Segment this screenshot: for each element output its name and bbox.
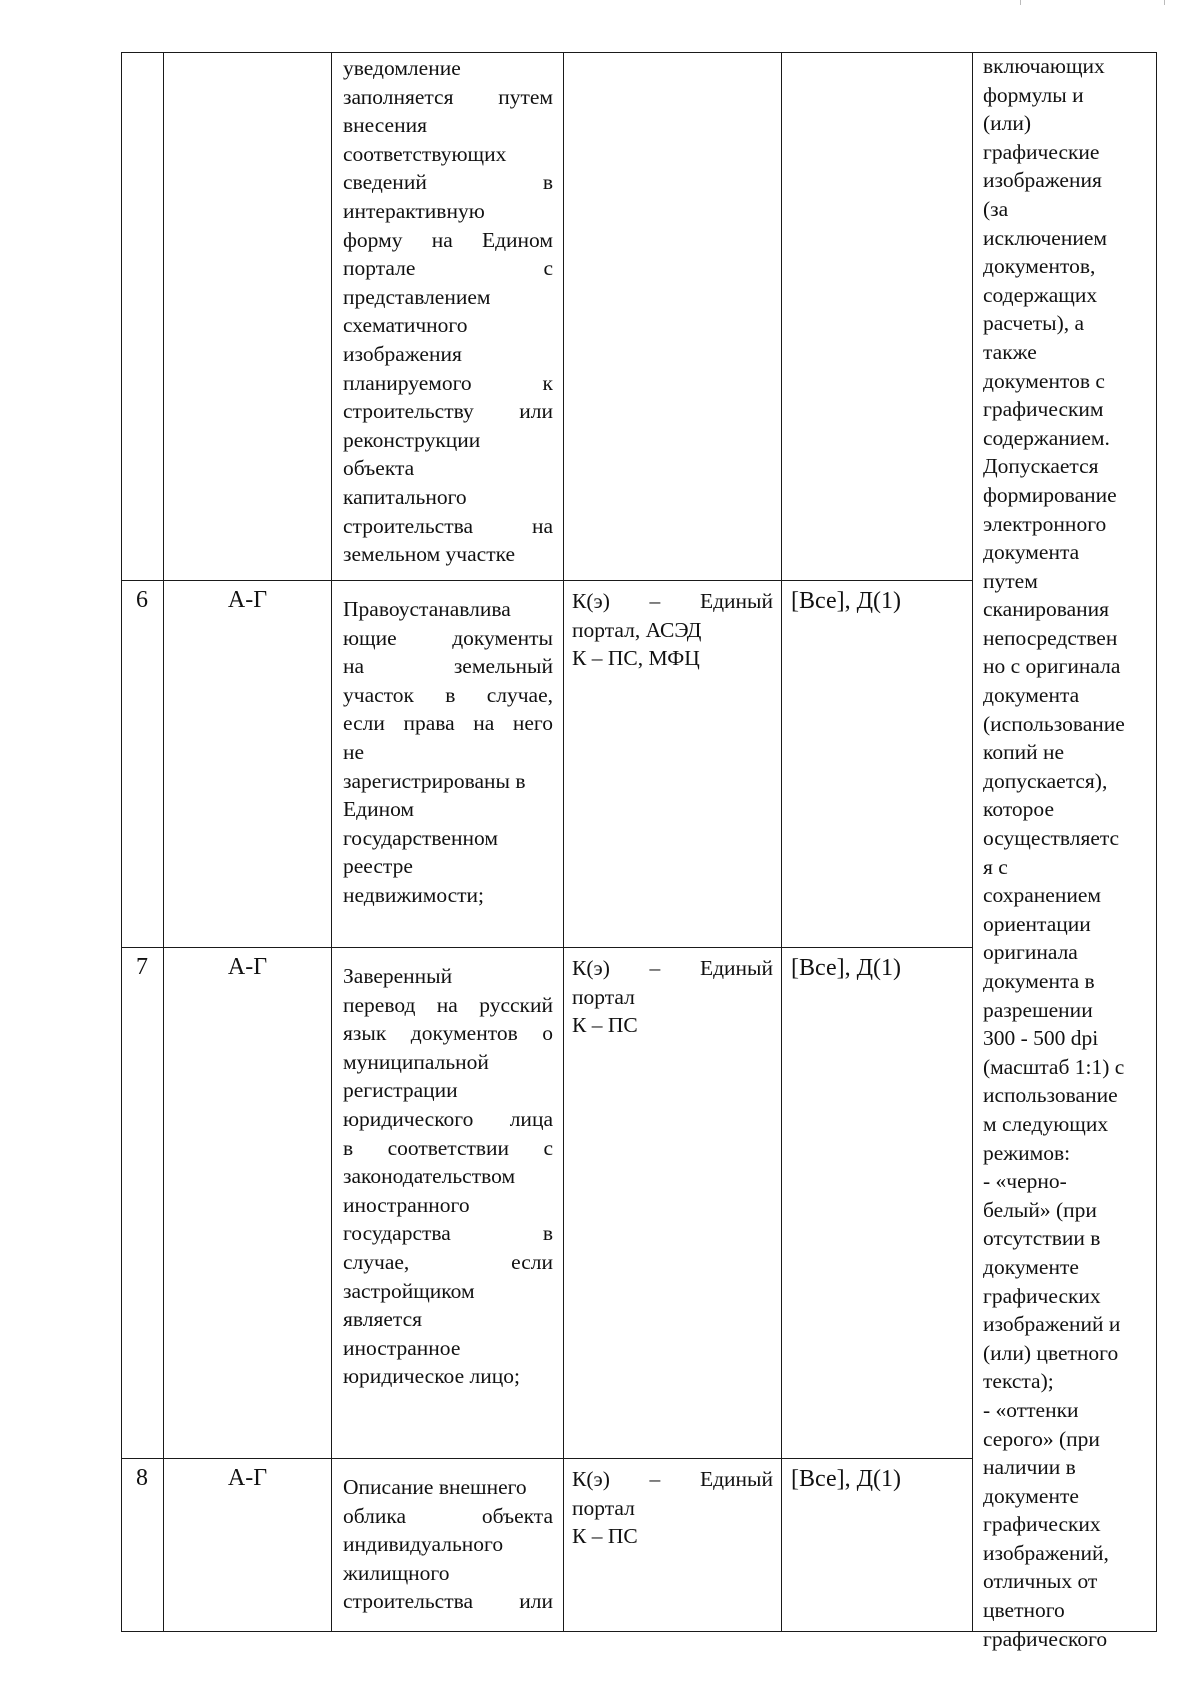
requirements-line: документа в bbox=[983, 969, 1095, 993]
row-applicability: [Все], Д(1) bbox=[791, 955, 901, 981]
requirements-line: допускается), bbox=[983, 768, 1108, 793]
requirements-line: белый» (при bbox=[983, 1197, 1097, 1222]
requirements-line: которое bbox=[983, 797, 1054, 822]
requirements-line: - «оттенки bbox=[983, 1397, 1079, 1422]
col-line-5 bbox=[972, 52, 973, 1632]
requirements-line: сохранением bbox=[983, 883, 1102, 908]
requirements-line: документе bbox=[983, 1254, 1079, 1279]
text-line: застройщиком bbox=[343, 1278, 475, 1303]
text-line: Едином bbox=[343, 797, 415, 822]
requirements-line: отсутствии в bbox=[983, 1226, 1101, 1251]
col-line-1 bbox=[163, 52, 164, 1632]
text-line: государства в bbox=[343, 1221, 553, 1246]
requirements-line: серого» (при bbox=[983, 1426, 1100, 1451]
requirements-line: формирование bbox=[983, 482, 1117, 507]
text-line: ющие документы bbox=[343, 625, 553, 650]
requirements-line: изображения bbox=[983, 168, 1102, 193]
row-number: 7 bbox=[136, 954, 148, 980]
requirements-line: электронного bbox=[983, 511, 1107, 536]
text-line: соответствующих bbox=[343, 141, 507, 166]
row-description bbox=[343, 1473, 553, 1616]
requirements-line: использование bbox=[983, 1083, 1118, 1108]
text-line: Заверенный bbox=[343, 964, 453, 988]
requirements-line: исключением bbox=[983, 225, 1107, 250]
requirements-line: м следующих bbox=[983, 1111, 1109, 1136]
requirements-line: (или) цветного bbox=[983, 1340, 1119, 1365]
row-category: А-Г bbox=[227, 587, 268, 613]
text-line: представлением bbox=[343, 284, 491, 309]
text-line: не bbox=[343, 739, 365, 764]
requirements-column bbox=[983, 52, 1155, 1653]
requirements-line: Допускается bbox=[983, 454, 1099, 479]
text-line: схематичного bbox=[343, 313, 468, 338]
text-line: К – ПС, МФЦ bbox=[572, 646, 700, 671]
page-corner-marks bbox=[1000, 0, 1200, 6]
text-line: законодательством bbox=[343, 1164, 516, 1189]
row-channels bbox=[572, 587, 773, 673]
requirements-line: документе bbox=[983, 1483, 1079, 1508]
text-line: облика объекта bbox=[343, 1503, 553, 1528]
text-line: государственном bbox=[343, 825, 498, 850]
text-line: Описание внешнего bbox=[343, 1475, 527, 1499]
requirements-line: непосредствен bbox=[983, 625, 1118, 650]
text-line: перевод на русский bbox=[343, 992, 553, 1017]
text-line: изображения bbox=[343, 341, 462, 366]
requirements-line: также bbox=[983, 339, 1037, 364]
requirements-line: расчеты), а bbox=[983, 311, 1085, 336]
requirements-line: графических bbox=[983, 1283, 1101, 1308]
text-line: муниципальной bbox=[343, 1049, 489, 1074]
col-line-3 bbox=[563, 52, 564, 1632]
requirements-line: графическим bbox=[983, 397, 1104, 422]
text-line: жилищного bbox=[343, 1560, 450, 1585]
requirements-line: оригинала bbox=[983, 940, 1078, 965]
text-line: К(э) – Единый bbox=[572, 956, 773, 980]
text-line: язык документов о bbox=[343, 1021, 553, 1046]
text-line: портал bbox=[572, 984, 635, 1009]
text-line: Правоустанавлива bbox=[343, 597, 511, 621]
text-line: иностранное bbox=[343, 1335, 461, 1360]
text-line: в соответствии с bbox=[343, 1135, 553, 1160]
text-line: юридическое лицо; bbox=[343, 1364, 520, 1389]
text-line: земельном участке bbox=[343, 542, 516, 567]
text-line: уведомление bbox=[343, 56, 461, 80]
text-line: регистрации bbox=[343, 1078, 458, 1103]
requirements-line: сканирования bbox=[983, 597, 1110, 622]
text-line: строительства или bbox=[343, 1589, 553, 1614]
col-line-0 bbox=[121, 52, 122, 1632]
row-cont-description bbox=[343, 54, 553, 569]
requirements-line: изображений, bbox=[983, 1540, 1109, 1565]
col-line-6 bbox=[1156, 52, 1157, 1632]
row-applicability: [Все], Д(1) bbox=[791, 1466, 901, 1492]
requirements-line: разрешении bbox=[983, 997, 1093, 1022]
requirements-line: осуществляетс bbox=[983, 826, 1120, 851]
text-line: строительства на bbox=[343, 513, 553, 538]
text-line: К – ПС bbox=[572, 1524, 638, 1549]
requirements-line: я с bbox=[983, 854, 1008, 879]
row-number: 6 bbox=[136, 587, 148, 613]
requirements-line: (масштаб 1:1) с bbox=[983, 1054, 1125, 1079]
requirements-line: (или) bbox=[983, 111, 1032, 136]
requirements-line: документов с bbox=[983, 368, 1105, 393]
requirements-line: цветного bbox=[983, 1598, 1065, 1623]
text-line: портал, АСЭД bbox=[572, 617, 702, 642]
row-description bbox=[343, 595, 553, 910]
requirements-line: путем bbox=[983, 568, 1038, 593]
text-line: объекта bbox=[343, 456, 415, 481]
requirements-line: 300 - 500 dpi bbox=[983, 1026, 1099, 1051]
row-category: А-Г bbox=[227, 1465, 268, 1491]
requirements-line: документов, bbox=[983, 254, 1096, 279]
text-line: зарегистрированы в bbox=[343, 768, 526, 793]
text-line: реестре bbox=[343, 854, 413, 879]
text-line: юридического лица bbox=[343, 1106, 553, 1131]
row-category: А-Г bbox=[227, 954, 268, 980]
requirements-line: документа bbox=[983, 683, 1080, 708]
requirements-line: (за bbox=[983, 196, 1009, 221]
text-line: капитального bbox=[343, 484, 467, 509]
requirements-line: - «черно- bbox=[983, 1169, 1067, 1194]
requirements-line: графических bbox=[983, 1512, 1101, 1537]
requirements-line: содержанием. bbox=[983, 425, 1110, 450]
text-line: сведений в bbox=[343, 170, 553, 195]
text-line: недвижимости; bbox=[343, 882, 485, 907]
text-line: реконструкции bbox=[343, 427, 481, 452]
requirements-line: копий не bbox=[983, 740, 1065, 765]
requirements-line: но с оригинала bbox=[983, 654, 1121, 679]
text-line: К – ПС bbox=[572, 1013, 638, 1038]
requirements-line: документа bbox=[983, 540, 1080, 565]
text-line: индивидуального bbox=[343, 1532, 504, 1557]
text-line: интерактивную bbox=[343, 198, 485, 223]
documents-table bbox=[121, 52, 1157, 1651]
row-divider-8 bbox=[121, 1458, 973, 1459]
text-line: строительству или bbox=[343, 399, 553, 424]
text-line: портале с bbox=[343, 256, 553, 281]
requirements-line: содержащих bbox=[983, 282, 1098, 307]
requirements-line: (использование bbox=[983, 711, 1125, 736]
row-description bbox=[343, 962, 553, 1391]
col-line-4 bbox=[781, 52, 782, 1632]
text-line: К(э) – Единый bbox=[572, 589, 773, 613]
text-line: К(э) – Единый bbox=[572, 1467, 773, 1491]
text-line: если права на него bbox=[343, 711, 553, 736]
requirements-line: наличии в bbox=[983, 1455, 1076, 1480]
requirements-line: включающих bbox=[983, 54, 1105, 78]
requirements-line: изображений и bbox=[983, 1312, 1121, 1337]
requirements-line: отличных от bbox=[983, 1569, 1098, 1594]
requirements-line: режимов: bbox=[983, 1140, 1071, 1165]
row-number: 8 bbox=[136, 1465, 148, 1491]
text-line: форму на Едином bbox=[343, 227, 553, 252]
requirements-line: ориентации bbox=[983, 911, 1091, 936]
row-divider-6 bbox=[121, 580, 973, 581]
requirements-line: текста); bbox=[983, 1369, 1054, 1394]
row-divider-7 bbox=[121, 947, 973, 948]
text-line: иностранного bbox=[343, 1192, 470, 1217]
text-line: на земельный bbox=[343, 654, 553, 679]
requirements-line: графического bbox=[983, 1626, 1108, 1651]
row-applicability: [Все], Д(1) bbox=[791, 588, 901, 614]
text-line: портал bbox=[572, 1495, 635, 1520]
requirements-line: графические bbox=[983, 139, 1100, 164]
col-line-2 bbox=[331, 52, 332, 1632]
text-line: заполняется путем bbox=[343, 84, 553, 109]
text-line: является bbox=[343, 1307, 423, 1332]
row-channels bbox=[572, 1465, 773, 1551]
text-line: случае, если bbox=[343, 1249, 553, 1274]
text-line: участок в случае, bbox=[343, 682, 553, 707]
text-line: внесения bbox=[343, 113, 427, 138]
row-channels bbox=[572, 954, 773, 1040]
requirements-line: формулы и bbox=[983, 82, 1084, 107]
text-line: планируемого к bbox=[343, 370, 553, 395]
